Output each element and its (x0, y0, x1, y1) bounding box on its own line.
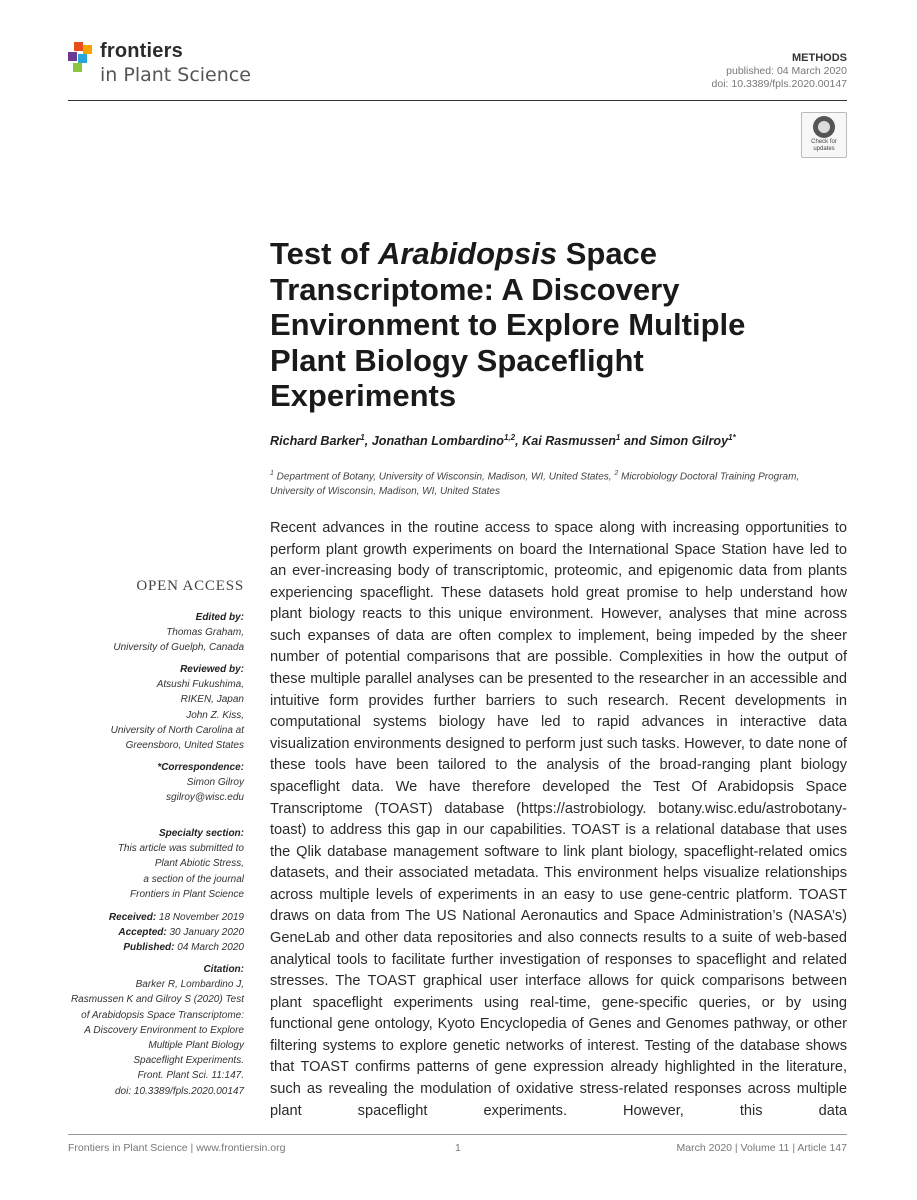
footer-journal: Frontiers in Plant Science (68, 1142, 188, 1154)
sidebar-reviewers (60, 662, 244, 753)
author[interactable]: Richard Barker$^1$ (270, 433, 365, 449)
article-title: Test of Arabidopsis Space Transcriptome: A Discovery Environment to Explore Multiple Plant Biology Spaceflight Experiments (270, 236, 746, 413)
citation-line: Front. Plant Sci. 11:147. (137, 1070, 244, 1082)
published-date: published: 04 March 2020 (726, 65, 847, 77)
sidebar-editors (60, 610, 244, 656)
specialty-line: a section of the journal (143, 873, 244, 885)
correspondence-label: *Correspondence: (157, 762, 244, 773)
sidebar-citation (60, 962, 244, 1099)
reviewer-line: RIKEN, Japan (180, 694, 244, 706)
citation-line: Multiple Plant Biology (148, 1040, 244, 1052)
reviewer-line: University of North Carolina at (110, 724, 244, 736)
footer-divider (68, 1134, 847, 1135)
published-date-side: Published: 04 March 2020 (123, 942, 244, 954)
sidebar-dates (60, 910, 244, 956)
citation-line: Spaceflight Experiments. (133, 1055, 244, 1067)
specialty-label: Specialty section: (158, 828, 244, 839)
specialty-line: Frontiers in Plant Science (130, 888, 244, 900)
footer-site-link[interactable]: www.frontiersin.org (196, 1142, 286, 1154)
editor-affiliation: University of Guelph, Canada (113, 642, 244, 654)
affiliations: $^1$ Department of Botany, University of Wisconsin, Madison, WI, United States, $^2$ Microbiology Doctoral Training Program, University of Wisconsin, Madison, WI, United States (270, 470, 800, 498)
specialty-line: This article was submitted to (117, 843, 244, 855)
correspondent-email[interactable]: sgilroy@wisc.edu (166, 792, 244, 804)
editor-name: Thomas Graham, (166, 627, 244, 639)
logo-journal: in Plant Science (100, 64, 251, 86)
correspondent-name: Simon Gilroy (186, 777, 244, 789)
abstract-text: Recent advances in the routine access to space along with increasing opportunities to perform plant growth experiments on board the International Space Station have led to an ever-increasing body of transcriptomic, proteomic, and epigenomic data from plants experiencing spaceflight. These datasets hold great promise to help understand how plant biology reacts to this unique environment. However, analyses that mine across such expanses of data are often complex to implement, being impeded by the sheer number of potential comparisons that are possible. Complexities in how the output of these multiple parallel analyses can be presented to the researcher in an accessible and intuitive form provides further barriers to such research. Recent developments in computational systems biology have led to rapid advances in interactive data visualization environments designed to perform just such tasks. However, to date none of these tools have been tailored to the analysis of the broad-ranging plant biology spaceflight data. We have therefore developed the Test Of Arabidopsis Space Transcriptome (TOAST) database (https://astrobiology. botany.wisc.edu/astrobotany-toast) to address this gap in our capabilities. TOAST is a relational database that uses the Qlik database management software to link plant biology, spaceflight-related omics datasets, and their associated metadata. This environment helps visualize relationships across multiple levels of experiments in an easy to use gene-centric platform. TOAST draws on data from The US National Aeronautics and Space Administration’s (NASA’s) GeneLab and other data repositories and also connects results to a suite of web-based analytical tools to facilitate further investigation of responses to spaceflight and related stresses. The TOAST graphical user interface allows for quick comparisons between plant spaceflight experiments using real-time, gene-specific queries, or by using functional gene ontology, Kyoto Encyclopedia of Genes and Genomes pathway, or other filtering systems to explore genetic networks of interest. Testing of the database shows that TOAST confirms patterns of gene expression already highlighted in the literature, such as revealing the modulation of oxidative stress-related responses across multiple plant spaceflight experiments. However, this data (270, 520, 847, 1119)
reviewed-by-label: Reviewed by: (180, 664, 244, 675)
citation-line: of Arabidopsis Space Transcriptome: (81, 1009, 244, 1021)
reviewer-line: Atsushi Fukushima, (156, 679, 244, 691)
citation-label: Citation: (203, 964, 244, 975)
author[interactable]: Kai Rasmussen$^1$ (522, 433, 621, 449)
article-meta (712, 52, 847, 91)
reviewer-line: Greensboro, United States (125, 740, 244, 752)
page-number: 1 (455, 1142, 461, 1154)
accepted-date: Accepted: 30 January 2020 (118, 927, 244, 939)
sidebar-correspondence (60, 760, 244, 806)
check-for-updates-button[interactable] (801, 112, 847, 158)
author[interactable]: Jonathan Lombardino$^{1,2}$ (371, 433, 516, 449)
citation-line: A Discovery Environment to Explore (84, 1024, 244, 1036)
check-updates-label: Check for updates (811, 139, 837, 152)
header-divider (68, 100, 847, 101)
author-list: Richard Barker$^1$, Jonathan Lombardino$^{1,2}$, Kai Rasmussen$^1$ and Simon Gilroy$^{1*}$ (270, 433, 736, 449)
citation-line: Barker R, Lombardino J, (135, 979, 244, 991)
received-date: Received: 18 November 2019 (108, 912, 244, 923)
open-access-label: OPEN ACCESS (136, 578, 244, 594)
citation-doi[interactable]: doi: 10.3389/fpls.2020.00147 (115, 1085, 244, 1097)
specialty-line: Plant Abiotic Stress, (154, 858, 244, 870)
article-type: METHODS (792, 52, 847, 64)
edited-by-label: Edited by: (195, 612, 244, 623)
frontiers-logo-icon (68, 42, 98, 76)
footer-left: Frontiers in Plant Science | www.frontiersin.org (68, 1142, 286, 1154)
sidebar-specialty (60, 826, 244, 902)
author[interactable]: Simon Gilroy$^{1*}$ (649, 433, 736, 449)
reviewer-line: John Z. Kiss, (186, 709, 244, 721)
header-doi[interactable]: doi: 10.3389/fpls.2020.00147 (711, 78, 847, 90)
citation-line: Rasmussen K and Gilroy S (2020) Test (70, 994, 244, 1006)
footer-issue: March 2020 | Volume 11 | Article 147 (676, 1142, 847, 1154)
crossmark-icon (813, 116, 835, 138)
journal-logo[interactable] (68, 40, 268, 92)
logo-brand: frontiers (100, 40, 183, 62)
